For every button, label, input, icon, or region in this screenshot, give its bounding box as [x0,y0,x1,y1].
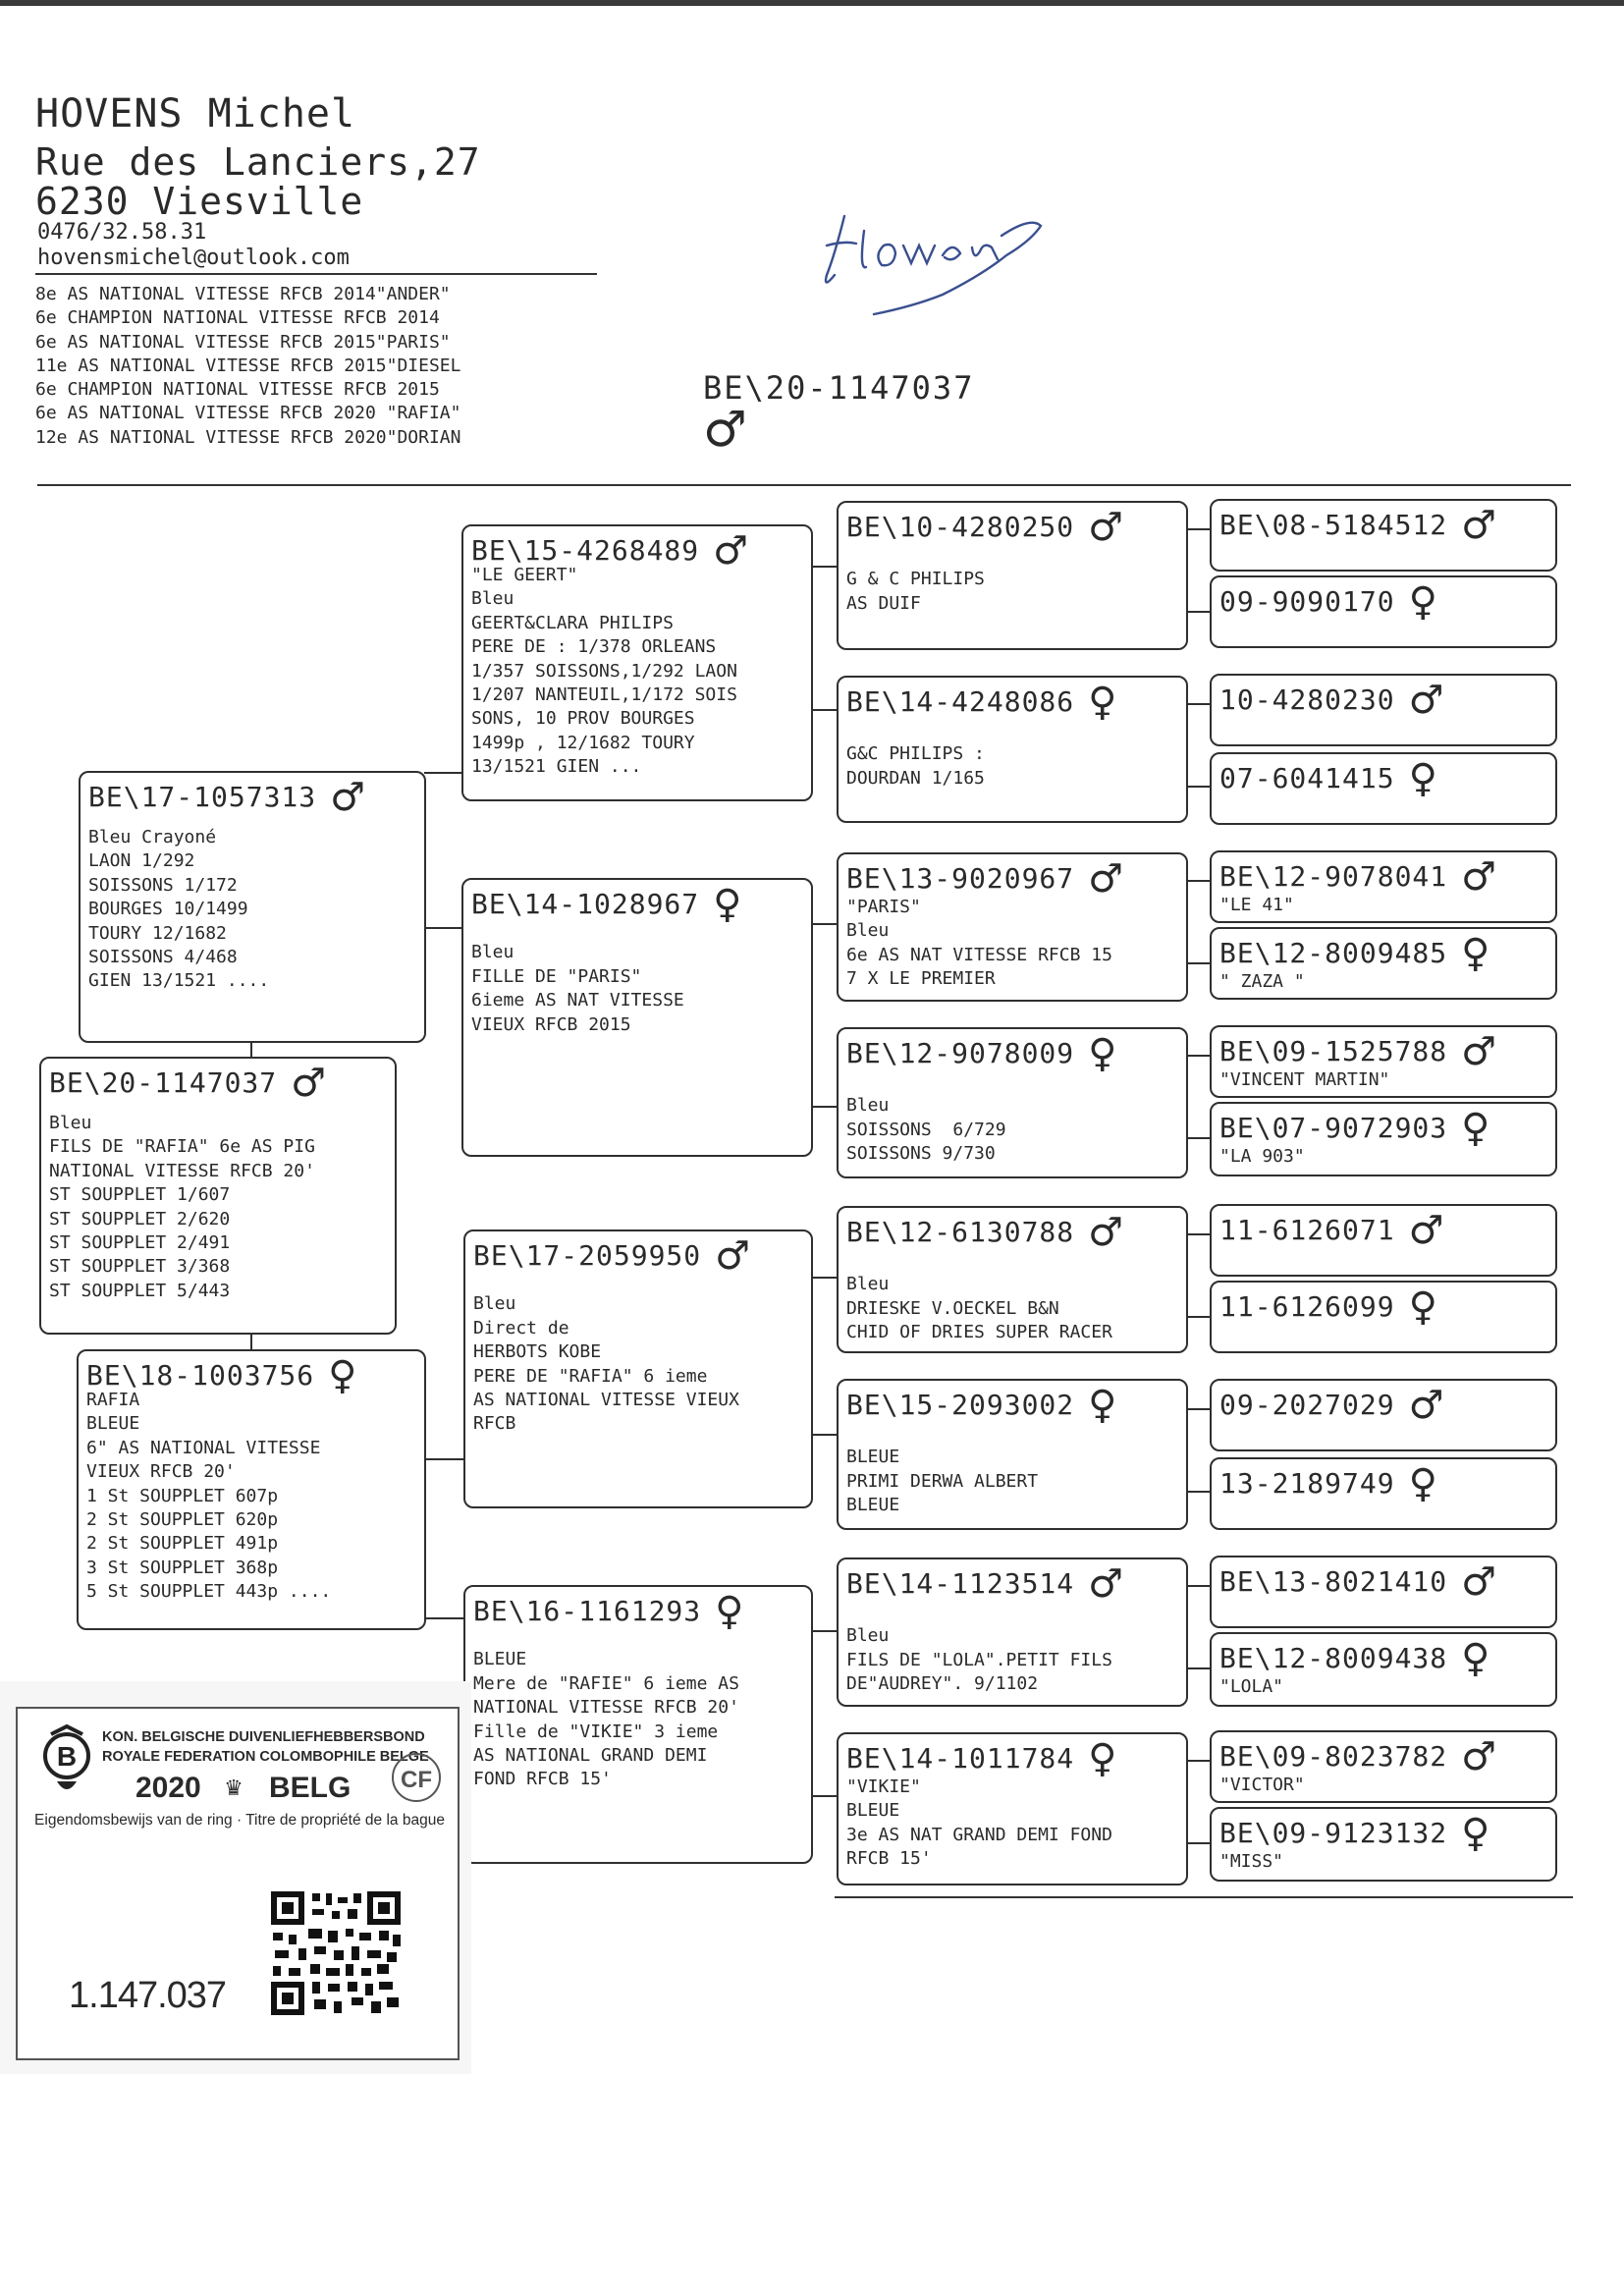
svg-text:B: B [56,1741,78,1772]
connector [1186,880,1212,882]
svg-text:CF: CF [401,1767,432,1793]
g3-info: "LA 903" [1219,1146,1305,1167]
card-country: BELG [269,1772,352,1804]
grandparent-info: "LE GEERT" Bleu GEERT&CLARA PHILIPS PERE DE : 1/378 ORLEANS 1/357 SOISSONS,1/292 LAON 1/207 NANTEUIL,1/172 SOIS SONS, 10 PROV BOURGES 1499p , 12/1682 TOURY 13/1521 GIEN ... [471,565,737,778]
breeder-street: Rue des Lanciers,27 [35,140,481,184]
female-symbol-icon: ♀ [1088,1383,1118,1428]
connector [1186,703,1212,705]
great-grandparent-info: "VIKIE" BLEUE 3e AS NAT GRAND DEMI FOND RFCB 15' [846,1776,1112,1870]
g3-info: " ZAZA " [1219,971,1305,992]
g3-box[interactable] [1210,1807,1557,1882]
g3-ring: BE\09-8023782 ♂ [1219,1734,1498,1779]
great-grandparent-box[interactable] [837,1379,1188,1530]
female-symbol-icon: ♀ [715,1589,745,1634]
g3-box[interactable] [1210,1025,1557,1098]
qr-code-icon [269,1889,403,2017]
sire-ring: BE\17-1057313 ♂ [88,775,367,820]
great-grandparent-ring: BE\12-9078009 ♀ [846,1031,1118,1076]
g3-ring: 11-6126071 ♂ [1219,1208,1445,1253]
male-symbol-icon: ♂ [1088,856,1125,902]
bottom-divider [835,1896,1573,1898]
title-line: 6e AS NATIONAL VITESSE RFCB 2015"PARIS" [35,331,451,353]
great-grandparent-ring: BE\14-1123514 ♂ [846,1561,1125,1607]
male-symbol-icon: ♂ [713,528,750,574]
great-grandparent-info: "PARIS" Bleu 6e AS NAT VITESSE RFCB 15 7 X LE PREMIER [846,897,1112,990]
connector [424,1617,463,1619]
male-symbol-icon: ♂ [1408,678,1445,723]
connector [1186,1585,1212,1587]
g3-ring: 09-2027029 ♂ [1219,1383,1445,1428]
card-ownership-text: Eigendomsbewijs van de ring · Titre de propriété de la bague [34,1812,445,1829]
g3-info: "VICTOR" [1219,1775,1305,1795]
connector [811,1630,839,1632]
dam-info: RAFIA BLEUE 6" AS NATIONAL VITESSE VIEUX RFCB 20' 1 St SOUPPLET 607p 2 St SOUPPLET 620p 2 St SOUPPLET 491p 3 St SOUPPLET 368p 5 St SOUPPLET 443p .... [86,1390,332,1603]
g3-info: "LE 41" [1219,895,1294,915]
g3-box[interactable] [1210,1102,1557,1176]
top-divider [37,484,1571,486]
g3-ring: BE\12-8009438 ♀ [1219,1636,1491,1681]
female-symbol-icon: ♀ [1408,579,1438,625]
male-symbol-icon: ♂ [715,1233,752,1279]
g3-ring: 13-2189749 ♀ [1219,1461,1438,1506]
cf-emblem-icon [385,1748,448,1807]
connector [1186,1491,1212,1493]
great-grandparent-info: Bleu DRIESKE V.OECKEL B&N CHID OF DRIES SUPER RACER [846,1274,1112,1343]
g3-box[interactable] [1210,927,1557,1000]
g3-ring: BE\12-9078041 ♂ [1219,854,1498,900]
title-line: 6e AS NATIONAL VITESSE RFCB 2020 "RAFIA" [35,403,461,424]
ring-ownership-card [16,1707,460,2060]
great-grandparent-ring: BE\14-1011784 ♀ [846,1736,1118,1781]
female-symbol-icon: ♀ [1461,931,1491,976]
connector [1186,962,1212,964]
connector [811,1277,839,1279]
header-underline [35,273,597,275]
great-grandparent-box[interactable] [837,1557,1188,1707]
great-grandparent-box[interactable] [837,1027,1188,1178]
connector [1186,1667,1212,1669]
female-symbol-icon: ♀ [328,1353,358,1398]
connector [1186,1137,1212,1139]
grandparent-ring: BE\14-1028967 ♀ [471,882,743,927]
male-symbol-icon: ♂ [1461,1029,1498,1074]
female-symbol-icon: ♀ [1461,1636,1491,1681]
g3-box[interactable] [1210,850,1557,923]
great-grandparent-box[interactable] [837,501,1188,650]
card-year: 2020 [135,1772,201,1804]
connector [811,1434,839,1436]
breeder-email[interactable]: hovensmichel@outlook.com [37,246,350,270]
connector [1186,1760,1212,1762]
g3-box[interactable] [1210,752,1557,825]
male-symbol-icon: ♂ [1088,1210,1125,1255]
card-ring-number: 1.147.037 [69,1975,227,2016]
signature [805,177,1060,324]
g3-ring: 09-9090170 ♀ [1219,579,1438,625]
g3-box[interactable] [1210,1457,1557,1530]
g3-ring: BE\09-1525788 ♂ [1219,1029,1498,1074]
rfcb-logo-icon [37,1722,106,1799]
female-symbol-icon: ♀ [1461,1811,1491,1856]
g3-ring: BE\13-8021410 ♂ [1219,1559,1498,1605]
male-symbol-icon: ♂ [1461,854,1498,900]
grandparent-box[interactable] [461,878,813,1157]
breeder-titles [35,283,460,450]
great-grandparent-ring: BE\15-2093002 ♀ [846,1383,1118,1428]
g3-info: "LOLA" [1219,1676,1284,1697]
g3-box[interactable] [1210,1204,1557,1277]
great-grandparent-ring: BE\12-6130788 ♂ [846,1210,1125,1255]
connector [811,566,839,568]
sire-info: Bleu Crayoné LAON 1/292 SOISSONS 1/172 BOURGES 10/1499 TOURY 12/1682 SOISSONS 4/468 GIEN 13/1521 .... [88,827,270,992]
subject-ring: BE\20-1147037 ♂ [49,1061,328,1106]
g3-info: "VINCENT MARTIN" [1219,1069,1390,1090]
great-grandparent-info: G & C PHILIPS AS DUIF [846,569,985,614]
scan-top-border [0,0,1624,6]
dam-box[interactable] [77,1349,426,1630]
male-symbol-icon: ♂ [1461,1559,1498,1605]
g3-box[interactable] [1210,1730,1557,1803]
sire-box[interactable] [79,771,426,1043]
connector [811,709,839,711]
subject-info: Bleu FILS DE "RAFIA" 6e AS PIG NATIONAL VITESSE RFCB 20' ST SOUPPLET 1/607 ST SOUPPLET 2/620 ST SOUPPLET 2/491 ST SOUPPLET 3/368 ST SOUPPLET 5/443 [49,1113,315,1301]
grandparent-info: BLEUE Mere de "RAFIE" 6 ieme AS NATIONAL VITESSE RFCB 20' Fille de "VIKIE" 3 ieme AS NATIONAL GRAND DEMI FOND RFCB 15' [473,1649,739,1790]
female-symbol-icon: ♀ [1408,1284,1438,1330]
subject-ring-header: BE\20-1147037 [703,369,975,407]
g3-box[interactable] [1210,575,1557,648]
male-symbol-icon: ♂ [1088,1561,1125,1607]
breeder-phone: 0476/32.58.31 [37,220,207,245]
connector [424,927,463,929]
g3-box[interactable] [1210,674,1557,746]
g3-ring: 10-4280230 ♂ [1219,678,1445,723]
connector [811,1795,839,1797]
title-line: 8e AS NATIONAL VITESSE RFCB 2014"ANDER" [35,284,451,304]
g3-ring: BE\09-9123132 ♀ [1219,1811,1491,1856]
card-org-fr: ROYALE FEDERATION COLOMBOPHILE BELGE [102,1749,429,1765]
g3-box[interactable] [1210,1281,1557,1353]
g3-box[interactable] [1210,1379,1557,1451]
g3-info: "MISS" [1219,1851,1284,1872]
female-symbol-icon: ♀ [1408,756,1438,801]
connector [1186,1842,1212,1844]
great-grandparent-box[interactable] [837,1732,1188,1885]
connector [811,923,839,925]
g3-ring: BE\08-5184512 ♂ [1219,503,1498,548]
g3-box[interactable] [1210,499,1557,572]
grandparent-ring: BE\17-2059950 ♂ [473,1233,752,1279]
connector [1186,786,1212,788]
grandparent-info: Bleu Direct de HERBOTS KOBE PERE DE "RAFIA" 6 ieme AS NATIONAL VITESSE VIEUX RFCB [473,1293,739,1435]
great-grandparent-ring: BE\10-4280250 ♂ [846,505,1125,550]
breeder-name: HOVENS Michel [35,91,356,137]
female-symbol-icon: ♀ [1088,680,1118,725]
title-line: 11e AS NATIONAL VITESSE RFCB 2015"DIESEL [35,355,461,376]
great-grandparent-info: G&C PHILIPS : DOURDAN 1/165 [846,743,985,789]
male-symbol-icon: ♂ [330,775,367,820]
female-symbol-icon: ♀ [1461,1106,1491,1151]
g3-ring: BE\07-9072903 ♀ [1219,1106,1491,1151]
female-symbol-icon: ♀ [1408,1461,1438,1506]
great-grandparent-info: BLEUE PRIMI DERWA ALBERT BLEUE [846,1447,1039,1516]
connector [250,1333,252,1350]
grandparent-info: Bleu FILLE DE "PARIS" 6ieme AS NAT VITESSE VIEUX RFCB 2015 [471,942,684,1035]
connector [1186,1055,1212,1057]
title-line: 12e AS NATIONAL VITESSE RFCB 2020"DORIAN [35,426,461,448]
male-symbol-icon: ♂ [1408,1208,1445,1253]
male-symbol-icon: ♂ [1461,503,1498,548]
great-grandparent-box[interactable] [837,852,1188,1002]
grandparent-ring: BE\16-1161293 ♀ [473,1589,745,1634]
grandparent-box[interactable] [463,1229,813,1508]
male-symbol-icon: ♂ [1088,505,1125,550]
female-symbol-icon: ♀ [1088,1736,1118,1781]
female-symbol-icon: ♀ [713,882,743,927]
great-grandparent-info: Bleu SOISSONS 6/729 SOISSONS 9/730 [846,1095,1006,1165]
male-symbol-icon: ♂ [703,401,747,458]
great-grandparent-ring: BE\14-4248086 ♀ [846,680,1118,725]
male-symbol-icon: ♂ [1408,1383,1445,1428]
connector [1186,1233,1212,1235]
connector [1186,1316,1212,1318]
connector [1186,1408,1212,1410]
connector [424,1458,463,1460]
connector [424,772,463,774]
female-symbol-icon: ♀ [1088,1031,1118,1076]
grandparent-ring: BE\15-4268489 ♂ [471,528,750,574]
subject-box[interactable] [39,1057,397,1335]
male-symbol-icon: ♂ [291,1061,328,1106]
dam-ring: BE\18-1003756 ♀ [86,1353,358,1398]
great-grandparent-box[interactable] [837,1206,1188,1353]
breeder-city: 6230 Viesville [35,180,364,223]
male-symbol-icon: ♂ [1461,1734,1498,1779]
crown-icon: ♛ [224,1776,244,1801]
title-line: 6e CHAMPION NATIONAL VITESSE RFCB 2015 [35,379,440,401]
connector [1186,528,1212,530]
grandparent-box[interactable] [461,524,813,801]
g3-box[interactable] [1210,1556,1557,1628]
g3-ring: BE\12-8009485 ♀ [1219,931,1491,976]
card-org-nl: KON. BELGISCHE DUIVENLIEFHEBBERSBOND [102,1729,425,1745]
g3-ring: 11-6126099 ♀ [1219,1284,1438,1330]
g3-ring: 07-6041415 ♀ [1219,756,1438,801]
great-grandparent-ring: BE\13-9020967 ♂ [846,856,1125,902]
g3-box[interactable] [1210,1632,1557,1707]
connector [811,1106,839,1108]
great-grandparent-box[interactable] [837,676,1188,823]
title-line: 6e CHAMPION NATIONAL VITESSE RFCB 2014 [35,307,440,329]
connector [250,1041,252,1058]
grandparent-box[interactable] [463,1585,813,1864]
connector [1186,611,1212,613]
great-grandparent-info: Bleu FILS DE "LOLA".PETIT FILS DE"AUDREY". 9/1102 [846,1625,1112,1695]
